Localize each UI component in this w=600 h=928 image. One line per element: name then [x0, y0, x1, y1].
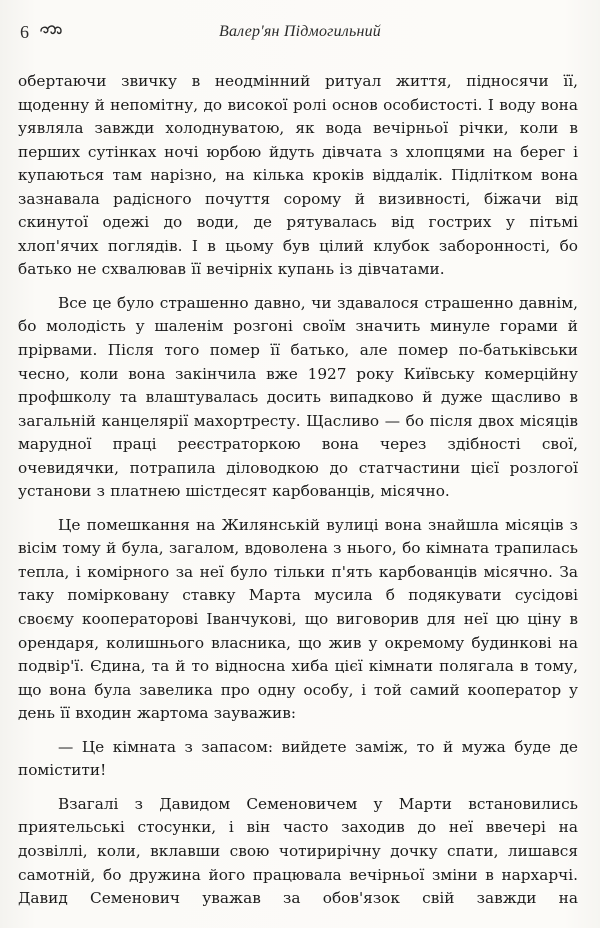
paragraph-2: Все це було страшенно давно, чи здавалося страшенно давнім, бо молодість у шаленім розгоні своїм значить минуле горами й прірвами. Після того помер її батько, але помер по-батьківськи чесно, коли вона закінчила вже 1927 року Київську комерційну профшколу та влаштувалась досить випадково й дуже щасливо в загальній канцелярії махортресту. Щасливо — бо після двох місяців марудної праці реєстраторкою вона через здібності свої, очевидячки, потрапила діловодкою до статчастини цієї розлогої установи з платнею шістдесят карбованців, місячно.: [18, 293, 578, 501]
paragraph-3: Це помешкання на Жилянській вулиці вона знайшла місяців з вісім тому й була, загалом, вдоволена з нього, бо кімната трапилась тепла, і комірного за неї було тільки п'ять карбованців місячно. За таку помірковану ставку Марта мусила б подякувати сусідові своєму кооператорові Іванчукові, що виговорив для неї цю ціну в орендаря, колишнього власника, що жив у окремому будинкові на подвір'ї. Єдина, та й то відносна хиба цієї кімнати полягала в тому, що вона була завелика про одну особу, і той самий кооператор у день її входин жартома зауважив:: [18, 515, 578, 723]
paragraph-1: обертаючи звичку в неодмінний ритуал життя, підносячи її, щоденну й непомітну, до високої ролі основ особистості. І воду вона уявляла завжди холоднуватою, як вода вечірньої річки, коли в перших сутінках ночі юрбою йдуть дівчата з хлопцями на берег і купаються там нарізно, на кілька кроків віддалік. Підлітком вона зазнавала радісного почуття сорому й визивності, біжачи від скинутої одежі до води, де рятувалась від гострих у пітьмі хлоп'ячих поглядів. І в цьому був цілий клубок заборонності, бо батько не схвалював її вечірніх купань із дівчатами.: [18, 72, 578, 279]
paragraph-4-dialogue: — Це кімната з запасом: вийдете заміж, то й мужа буде де помістити!: [18, 737, 578, 780]
paragraph-5: Взагалі з Давидом Семеновичем у Марти встановились приятельські стосунки, і він часто заходив до неї ввечері на дозвіллі, коли, вклавши свою чотирирічну дочку спати, лишався самотній, бо дружина його працювала вечірньої зміни в нархарчі. Давид Семенович уважав за обов'язок свій завжди на: [18, 794, 578, 908]
running-header: [20, 22, 580, 46]
running-header-title: Валер'ян Підмогильний: [219, 23, 381, 40]
body-text: [18, 70, 578, 911]
page-number: 6: [20, 22, 29, 42]
